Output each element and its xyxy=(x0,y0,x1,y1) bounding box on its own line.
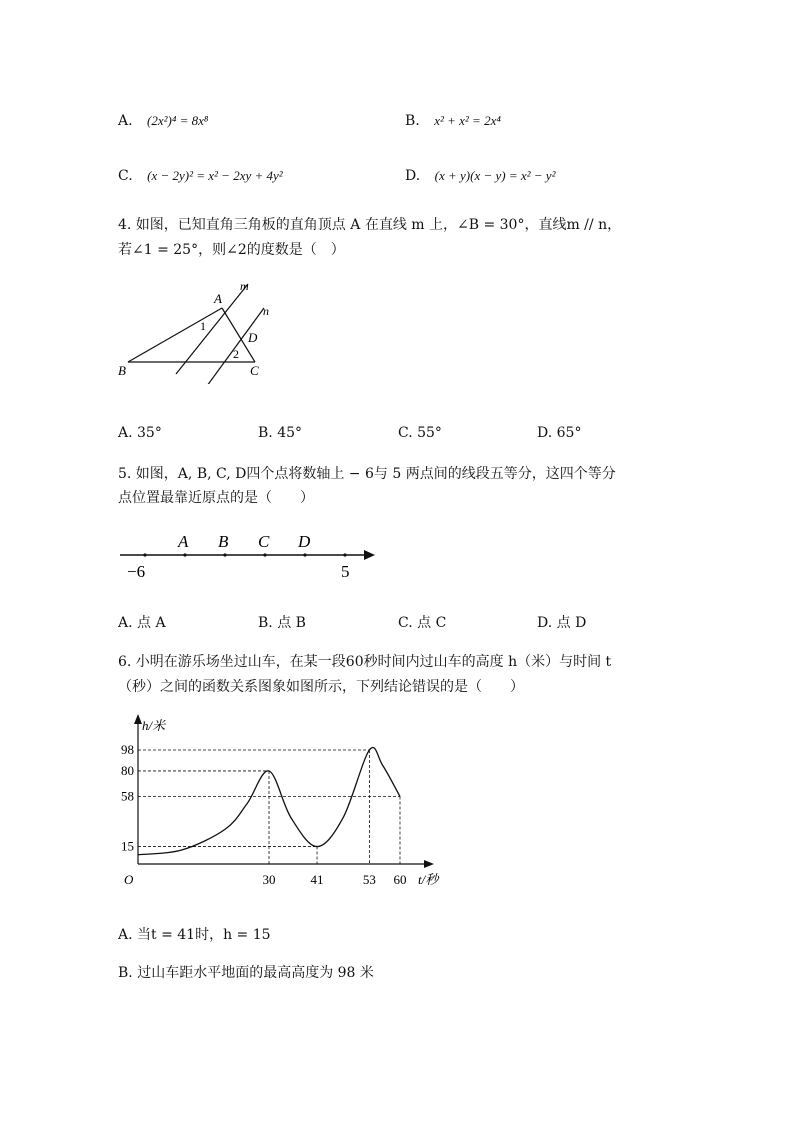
q6-stem-line1: 6. 小明在游乐场坐过山车，在某一段60秒时间内过山车的高度 h（米）与时间 t xyxy=(118,654,612,670)
angle-1-label: 1 xyxy=(200,319,206,333)
point-a xyxy=(183,553,186,556)
y-axis-label: h/米 xyxy=(142,718,166,733)
label-d: D xyxy=(248,330,258,345)
q5-option-a: A. 点 A xyxy=(118,615,166,631)
x-axis-arrow-icon xyxy=(424,860,434,868)
q4-option-b: B. 45° xyxy=(258,425,303,441)
y-axis-arrow-icon xyxy=(134,714,142,724)
q3-option-d xyxy=(405,168,555,184)
label-five: 5 xyxy=(341,562,350,581)
q4-option-c: C. 55° xyxy=(398,425,442,441)
x-axis-label: t/秒 xyxy=(418,872,439,887)
point-c xyxy=(263,553,266,556)
y-tick-label-15: 15 xyxy=(121,838,134,854)
q4-triangle-figure xyxy=(110,278,290,384)
q3-option-d-expr: (x + y)(x − y) = x² − y² xyxy=(434,168,556,183)
q4-stem-line1: 4. 如图，已知直角三角板的直角顶点 A 在直线 m 上，∠B = 30°，直线m // n， xyxy=(118,217,622,233)
q3-option-c-expr: (x − 2y)² = x² − 2xy + 4y² xyxy=(147,168,283,183)
tick-right xyxy=(343,553,346,556)
x-tick-label-60: 60 xyxy=(393,872,407,887)
label-d: D xyxy=(298,532,311,551)
q5-option-c: C. 点 C xyxy=(398,615,447,631)
q5-stem-line1: 5. 如图，A, B, C, D四个点将数轴上 − 6与 5 两点间的线段五等分，这四个等分 xyxy=(118,466,616,482)
arrow-icon xyxy=(364,550,375,560)
label-a: A xyxy=(214,291,222,306)
origin-label: O xyxy=(124,872,134,887)
label-minus-six: −6 xyxy=(127,562,146,581)
q5-option-b: B. 点 B xyxy=(258,615,306,631)
x-tick-label-30: 30 xyxy=(262,872,276,887)
q3-option-a xyxy=(118,113,208,129)
y-tick-label-98: 98 xyxy=(121,742,134,757)
label-c: C xyxy=(250,363,259,378)
y-tick-label-80: 80 xyxy=(121,762,134,778)
q3-option-a-label: A. xyxy=(118,113,133,129)
label-m: m xyxy=(240,279,249,293)
q4-option-d: D. 65° xyxy=(537,425,582,441)
label-n: n xyxy=(263,304,269,318)
label-a: A xyxy=(178,532,189,551)
q4-option-a: A. 35° xyxy=(118,425,162,441)
q6-height-time-chart xyxy=(110,712,450,892)
angle-2-label: 2 xyxy=(233,347,239,361)
tick-left xyxy=(143,553,146,556)
x-tick-label-41: 41 xyxy=(310,872,324,887)
point-b xyxy=(223,553,226,556)
q3-option-d-label: D. xyxy=(405,168,421,184)
q3-option-a-expr: (2x²)⁴ = 8x⁸ xyxy=(147,113,209,128)
q6-stem-line2: （秒）之间的函数关系图象如图所示，下列结论错误的是（ ） xyxy=(118,679,524,695)
q4-stem-line2: 若∠1 = 25°，则∠2的度数是（ ） xyxy=(118,242,345,258)
x-tick-label-53: 53 xyxy=(362,872,376,887)
q3-option-b-label: B. xyxy=(405,113,420,129)
q5-option-d: D. 点 D xyxy=(537,615,587,631)
q6-option-a: A. 当t = 41时，h = 15 xyxy=(118,927,271,943)
q5-number-line xyxy=(115,525,385,583)
q3-option-b-expr: x² + x² = 2x⁴ xyxy=(434,113,501,128)
y-tick-label-58: 58 xyxy=(121,788,134,804)
point-d xyxy=(303,553,306,556)
q3-option-c-label: C. xyxy=(118,168,133,184)
q5-stem-line2: 点位置最靠近原点的是（ ） xyxy=(118,490,314,506)
q3-option-b xyxy=(405,113,501,129)
label-b: B xyxy=(118,363,126,378)
q3-option-c xyxy=(118,168,283,184)
q6-option-b: B. 过山车距水平地面的最高高度为 98 米 xyxy=(118,965,374,981)
label-b: B xyxy=(218,532,229,551)
label-c: C xyxy=(258,532,270,551)
